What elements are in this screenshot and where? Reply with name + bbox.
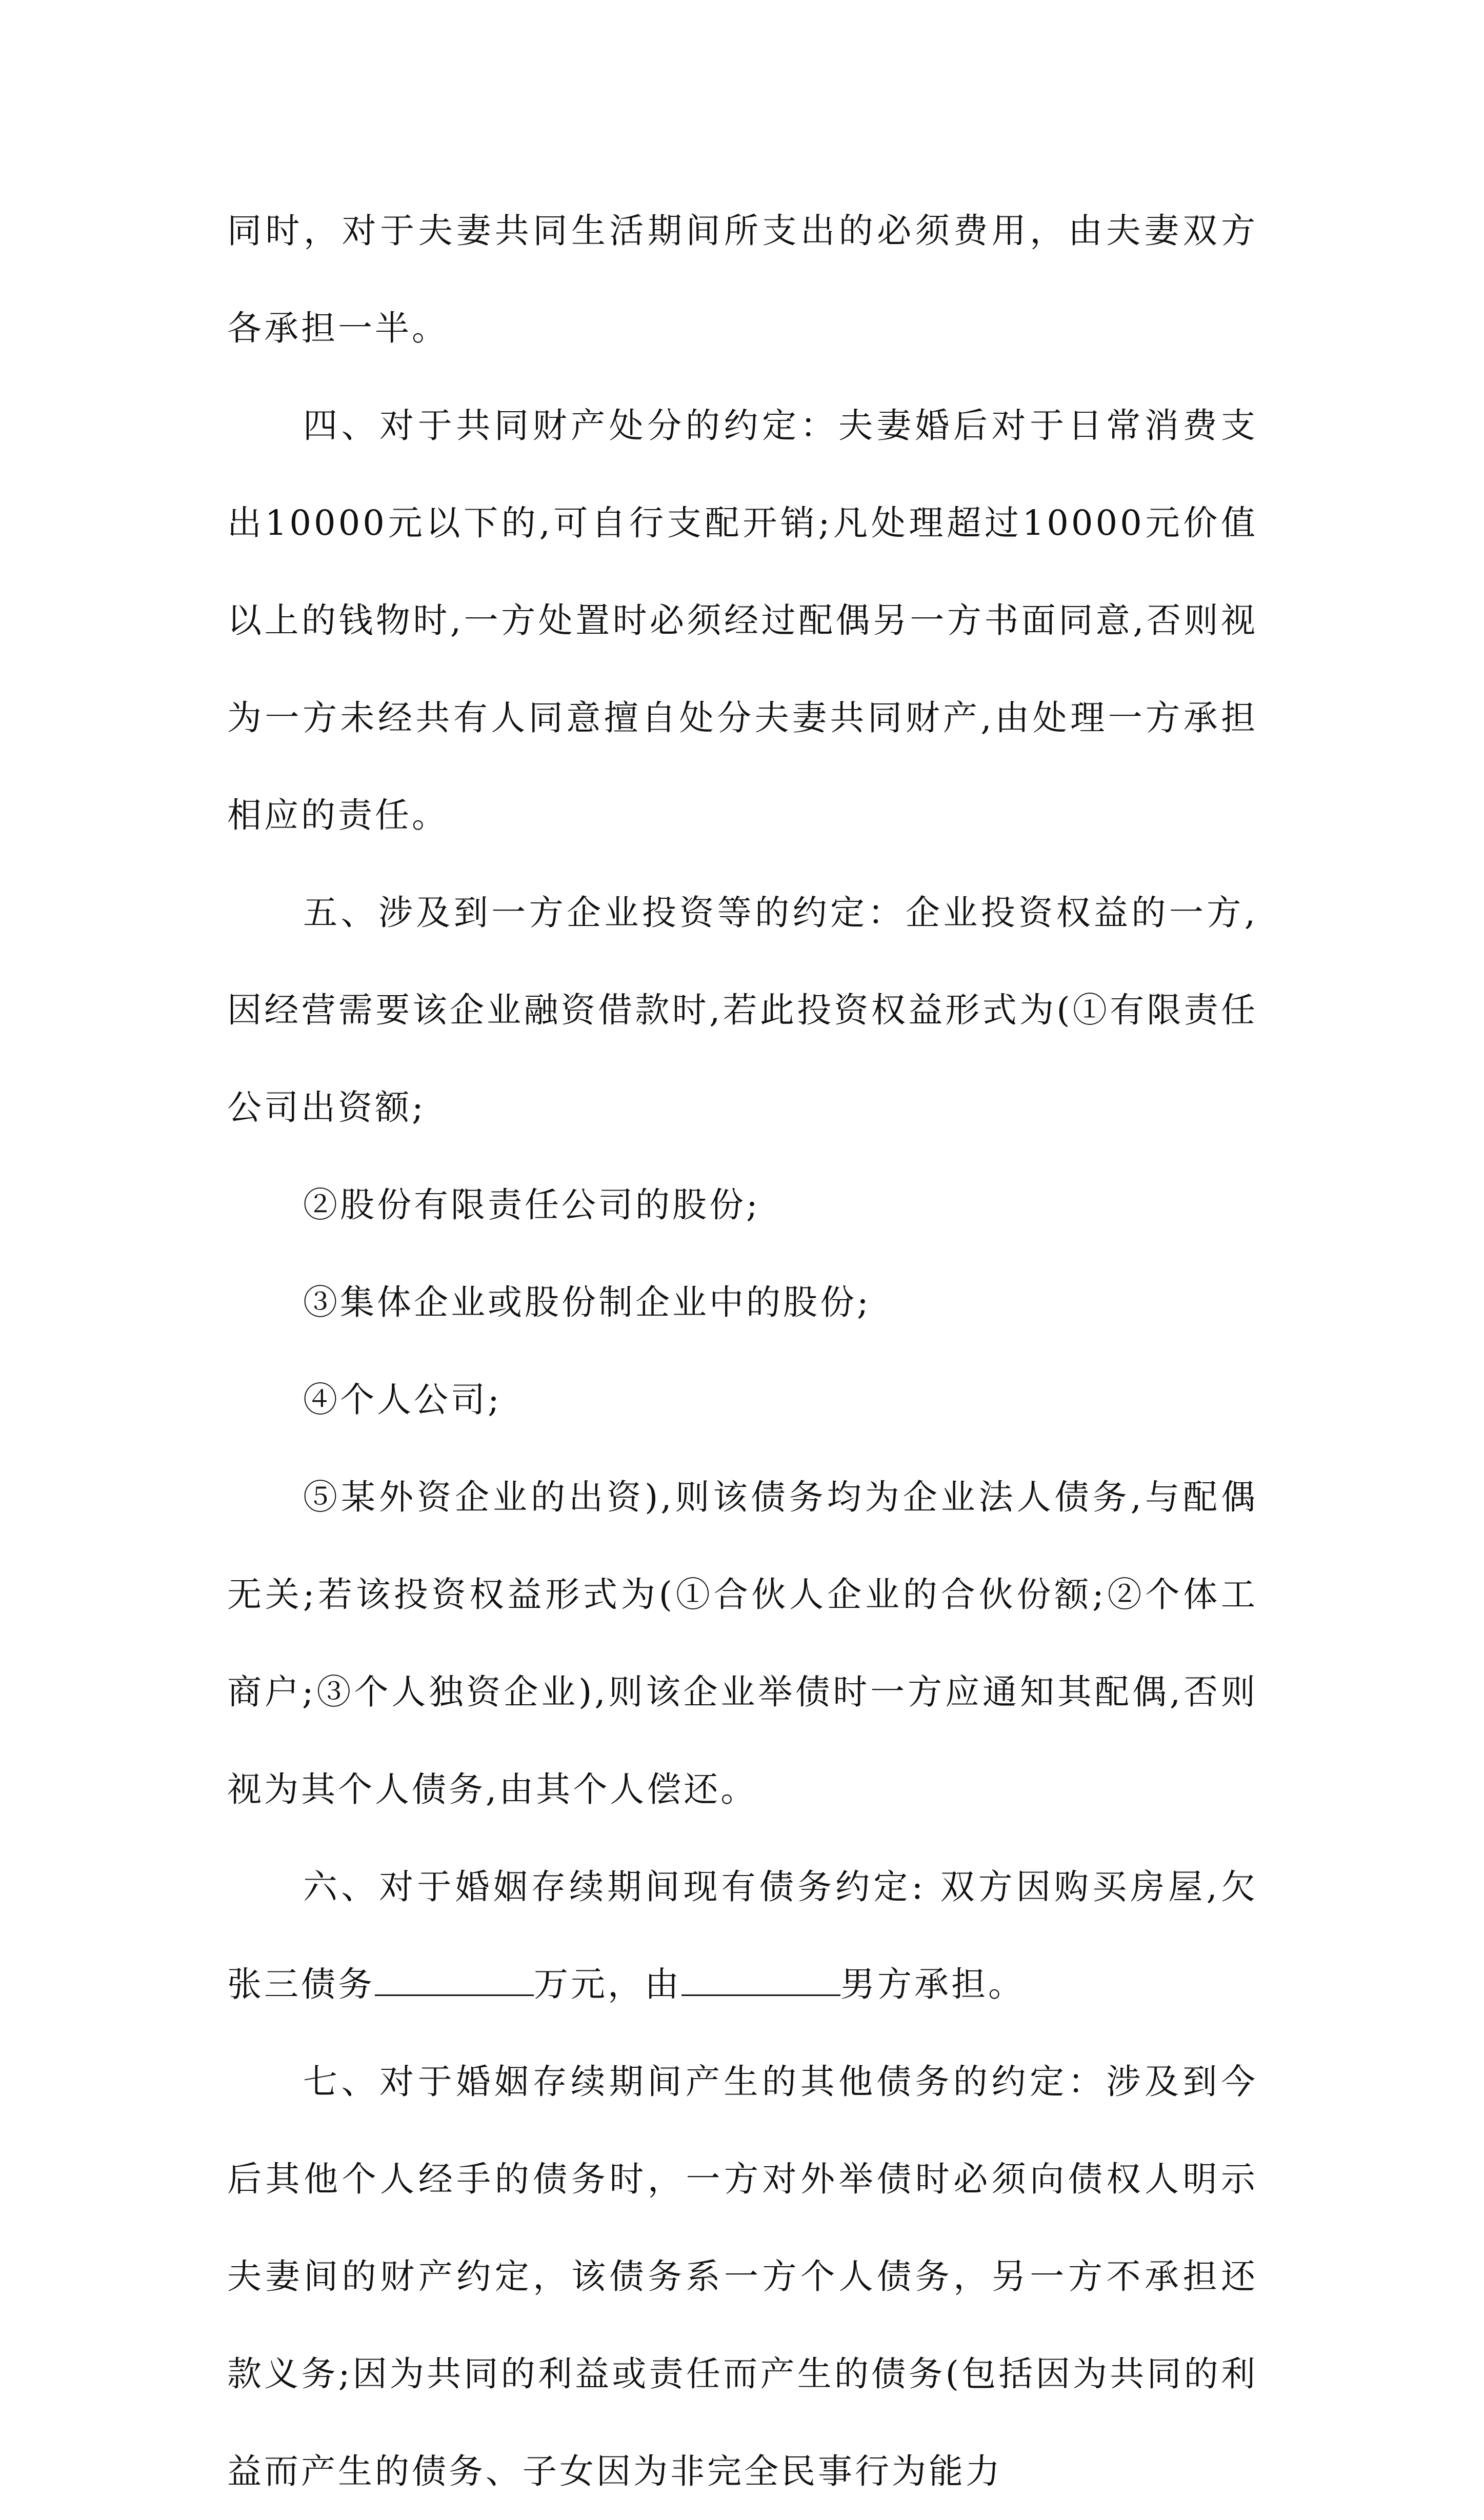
clause-6-text-part-2: 万元，由 <box>534 1964 681 2004</box>
paragraph-clause-7: 七、对于婚姻存续期间产生的其他债务的约定：涉及到今后其他个人经手的债务时，一方对外举债时必须向债权人明示夫妻间的财产约定，该债务系一方个人债务，另一方不承担还款义务;因为共同的利益或责任而产生的债务(包括因为共同的利益而产生的债务、子女因为非完全民事行为能力 <box>227 2062 1258 2491</box>
amount-blank-line <box>375 1968 534 1996</box>
paragraph-clause-6 <box>227 1838 1258 2033</box>
paragraph-clause-4: 四、对于共同财产处分的约定：夫妻婚后对于日常消费支出10000元以下的,可自行支配开销;凡处理超过10000元价值以上的钱物时,一方处置时必须经过配偶另一方书面同意,否则视为一方未经共有人同意擅自处分夫妻共同财产,由处理一方承担相应的责任。 <box>227 406 1258 835</box>
paragraph-clause-5-item-2: ②股份有限责任公司的股份; <box>303 1185 760 1225</box>
paragraph-shared-living-expenses: 同时，对于夫妻共同生活期间所支出的必须费用，由夫妻双方各承担一半。 <box>227 211 1258 348</box>
paragraph-clause-5: 五、涉及到一方企业投资等的约定：企业投资权益的一方,因经营需要该企业融资借款时,若此投资权益形式为(①有限责任公司出资额; <box>227 893 1258 1127</box>
clause-6-text-part-3: 男方承担。 <box>840 1964 1025 2004</box>
clause-6-text-part-1: 六、对于婚姻存续期间现有债务约定: 双方因购买房屋,欠张三债务 <box>227 1867 1258 2004</box>
paragraph-clause-5-item-4: ④个人公司; <box>303 1380 502 1420</box>
document-body <box>227 182 1258 2520</box>
paragraph-clause-5-item-5: ⑤某外资企业的出资),则该债务均为企业法人债务,与配偶无关;若该投资权益形式为(①合伙人企业的合伙份额;②个体工商户;③个人独资企业),则该企业举债时一方应通知其配偶,否则视为其个人债务,由其个人偿还。 <box>227 1477 1258 1809</box>
party-blank-line <box>681 1968 840 1996</box>
paragraph-clause-5-item-3: ③集体企业或股份制企业中的股份; <box>303 1282 871 1322</box>
